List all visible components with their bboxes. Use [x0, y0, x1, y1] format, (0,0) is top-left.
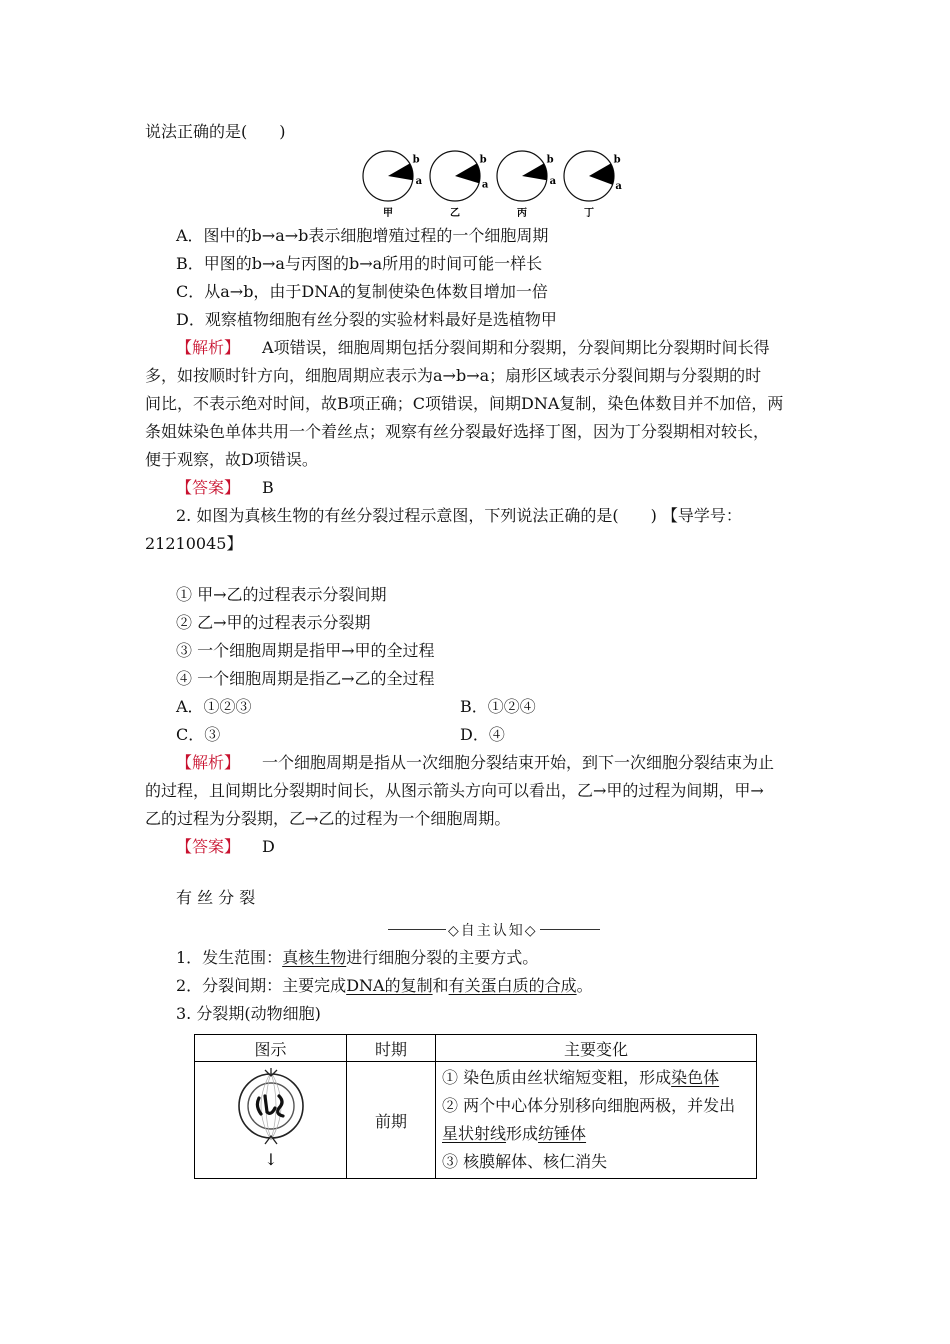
q2-stem-line-1: 2. 如图为真核生物的有丝分裂过程示意图，下列说法正确的是( ) 【导学号： — [176, 506, 742, 525]
answer-tag: 【答案】 — [176, 837, 241, 856]
q2-stem-line-2: 21210045】 — [145, 534, 243, 553]
q2-statement-3: ③ 一个细胞周期是指甲→甲的全过程 — [176, 641, 435, 660]
underlined-answer: DNA的复制 — [346, 976, 433, 995]
pie-point-b: b — [546, 154, 554, 166]
q2-option-c: C．③ — [176, 725, 221, 744]
q1-analysis-line-2: 多，如按顺时针方向，细胞周期应表示为a→b→a；扇形区域表示分裂间期与分裂期的时 — [145, 366, 762, 385]
table-header-period: 时期 — [347, 1035, 436, 1062]
prophase-cell-figure — [195, 1062, 347, 1179]
q1-option-b: B．甲图的b→a与丙图的b→a所用的时间可能一样长 — [176, 254, 543, 273]
q1-analysis-line-1 — [176, 338, 770, 358]
underlined-answer: 染色体 — [671, 1068, 720, 1087]
change-2b: 星状射线形成纺锤体 — [442, 1124, 587, 1143]
table-cell-changes — [436, 1062, 757, 1179]
pie-point-b: b — [412, 154, 420, 166]
q1-answer: B — [262, 478, 274, 497]
pie-label: 甲 — [383, 208, 393, 219]
cell-cycle-pie-2 — [430, 151, 489, 219]
table-header-row — [195, 1035, 757, 1062]
cell-cycle-pie-3 — [497, 151, 557, 219]
prophase-cell-diagram — [231, 1068, 311, 1168]
underlined-answer: 真核生物 — [282, 948, 347, 967]
q2-answer: D — [262, 837, 275, 856]
pie-point-a: a — [415, 176, 423, 188]
q1-analysis-text-1: A项错误，细胞周期包括分裂间期和分裂期，分裂间期比分裂期时间长得 — [262, 338, 770, 357]
q1-answer-line — [176, 478, 274, 498]
table-header-changes: 主要变化 — [436, 1035, 757, 1062]
q1-option-a: A．图中的b→a→b表示细胞增殖过程的一个细胞周期 — [176, 226, 549, 245]
q1-stem: 说法正确的是( ) — [145, 122, 286, 141]
pie-label: 丙 — [517, 208, 527, 219]
cell-cycle-pie-figure — [360, 150, 630, 220]
q1-option-d: D．观察植物细胞有丝分裂的实验材料最好是选植物甲 — [176, 310, 557, 329]
section-banner — [388, 920, 600, 938]
change-3: ③ 核膜解体、核仁消失 — [442, 1152, 608, 1171]
q1-analysis-line-3: 间比，不表示绝对时间，故B项正确；C项错误，间期DNA复制，染色体数目并不加倍，两 — [145, 394, 784, 413]
pie-point-a: a — [549, 176, 557, 188]
q2-analysis-line-1 — [176, 753, 774, 773]
mitosis-phase-table — [194, 1034, 757, 1179]
answer-tag: 【答案】 — [176, 478, 241, 497]
q2-analysis-line-3: 乙的过程为分裂期，乙→乙的过程为一个细胞周期。 — [145, 809, 511, 828]
down-arrow-icon: ↓ — [263, 1150, 278, 1168]
q2-statement-1: ① 甲→乙的过程表示分裂间期 — [176, 585, 387, 604]
q2-option-d: D．④ — [460, 725, 505, 744]
section-banner-text: ◇自主认知◇ — [448, 923, 538, 939]
q2-statement-2: ② 乙→甲的过程表示分裂期 — [176, 613, 371, 632]
q2-statement-4: ④ 一个细胞周期是指乙→乙的全过程 — [176, 669, 435, 688]
q2-analysis-line-2: 的过程，且间期比分裂期时间长，从图示箭头方向可以看出，乙→甲的过程为间期，甲→ — [145, 781, 764, 800]
section-item-2: 2．分裂间期：主要完成DNA的复制和有关蛋白质的合成。 — [176, 976, 593, 995]
pie-label: 乙 — [450, 208, 460, 219]
pie-label: 丁 — [584, 208, 594, 219]
q1-analysis-line-5: 便于观察，故D项错误。 — [145, 450, 318, 469]
analysis-tag: 【解析】 — [176, 338, 241, 357]
section-item-1: 1．发生范围：真核生物进行细胞分裂的主要方式。 — [176, 948, 539, 967]
q1-analysis-line-4: 条姐妹染色单体共用一个着丝点；观察有丝分裂最好选择丁图，因为丁分裂期相对较长， — [145, 422, 770, 441]
pie-point-b: b — [613, 154, 621, 166]
table-cell-period: 前期 — [347, 1062, 436, 1179]
q2-answer-line — [176, 837, 275, 857]
change-2a: ② 两个中心体分别移向细胞两极，并发出 — [442, 1096, 736, 1115]
cell-cycle-pie-4 — [564, 151, 622, 219]
table-row — [195, 1062, 757, 1179]
underlined-answer: 纺锤体 — [538, 1124, 587, 1143]
q2-analysis-text-1: 一个细胞周期是指从一次细胞分裂结束开始，到下一次细胞分裂结束为止 — [262, 753, 775, 772]
cell-cycle-pie-1 — [363, 151, 423, 219]
underlined-answer: 有关蛋白质的合成 — [448, 976, 577, 995]
change-1: ① 染色质由丝状缩短变粗，形成染色体 — [442, 1068, 720, 1087]
analysis-tag: 【解析】 — [176, 753, 241, 772]
q2-option-b: B．①②④ — [460, 697, 536, 716]
table-header-figure: 图示 — [195, 1035, 347, 1062]
pie-point-a: a — [481, 179, 489, 191]
q1-option-c: C．从a→b，由于DNA的复制使染色体数目增加一倍 — [176, 282, 548, 301]
q2-option-a: A．①②③ — [176, 697, 252, 716]
underlined-answer: 星状射线 — [442, 1124, 507, 1143]
section-item-3: 3. 分裂期(动物细胞) — [176, 1004, 321, 1023]
section-title: 有 丝 分 裂 — [176, 888, 256, 907]
pie-point-a: a — [615, 180, 622, 192]
pie-point-b: b — [479, 154, 487, 166]
